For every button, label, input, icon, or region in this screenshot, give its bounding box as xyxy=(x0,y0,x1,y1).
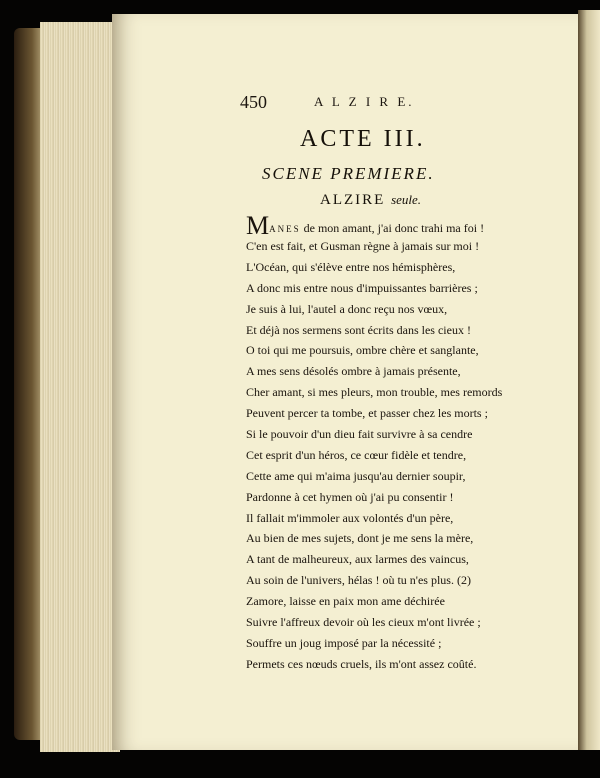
verse-line: Au soin de l'univers, hélas ! où tu n'es plus. (2) xyxy=(246,573,471,588)
running-head xyxy=(240,92,480,114)
speaker-heading xyxy=(320,192,480,209)
verse-line: Zamore, laisse en paix mon ame déchirée xyxy=(246,594,445,609)
verse-line: A tant de malheureux, aux larmes des vaincus, xyxy=(246,552,469,567)
verse-text: de mon amant, j'ai donc trahi ma foi ! xyxy=(300,221,485,235)
verse-line: Peuvent percer ta tombe, et passer chez les morts ; xyxy=(246,406,488,421)
verse-line: Il fallait m'immoler aux volontés d'un père, xyxy=(246,510,454,525)
verse-line: Je suis à lui, l'autel a donc reçu nos vœux, xyxy=(246,301,448,316)
verse-line: Souffre un joug imposé par la nécessité ; xyxy=(246,635,442,650)
verse-line: L'Océan, qui s'élève entre nos hémisphères, xyxy=(246,259,456,274)
verse-line: C'en est fait, et Gusman règne à jamais sur moi ! xyxy=(246,239,480,253)
verse-line: Pardonne à cet hymen où j'ai pu consentir ! xyxy=(246,489,454,504)
verse-line xyxy=(246,211,546,240)
verse-line: A mes sens désolés ombre à jamais présente, xyxy=(246,364,461,379)
page-edges xyxy=(40,22,120,752)
verse-line: Cette ame qui m'aima jusqu'au dernier soupir, xyxy=(246,468,466,483)
verse-line: Cher amant, si mes pleurs, mon trouble, mes remords xyxy=(246,385,503,400)
verse-line: Et déjà nos sermens sont écrits dans les cieux ! xyxy=(246,322,471,337)
verse-line: Si le pouvoir d'un dieu fait survivre à sa cendre xyxy=(246,427,473,442)
verse-line: O toi qui me poursuis, ombre chère et sanglante, xyxy=(246,343,479,358)
act-title: ACTE III. xyxy=(300,126,426,152)
facing-page-edge xyxy=(578,10,600,750)
verse-list xyxy=(246,212,546,675)
stage-direction: seule. xyxy=(391,192,422,207)
speaker-name: ALZIRE xyxy=(320,192,386,208)
small-caps-word: ANES xyxy=(269,224,301,234)
page-number: 450 xyxy=(240,92,267,112)
verse-line: Suivre l'affreux devoir où les cieux m'ont livrée ; xyxy=(246,615,481,630)
verse-line: Au bien de mes sujets, dont je me sens la mère, xyxy=(246,531,474,546)
verse-line: A donc mis entre nous d'impuissantes barrières ; xyxy=(246,280,478,295)
verse-line: Cet esprit d'un héros, ce cœur fidèle et tendre, xyxy=(246,447,467,462)
drop-cap: M xyxy=(246,211,270,240)
verse-line: Permets ces nœuds cruels, ils m'ont assez coûté. xyxy=(246,656,477,671)
scene-title: SCENE PREMIERE. xyxy=(262,164,435,183)
running-title: A L Z I R E. xyxy=(314,94,415,109)
